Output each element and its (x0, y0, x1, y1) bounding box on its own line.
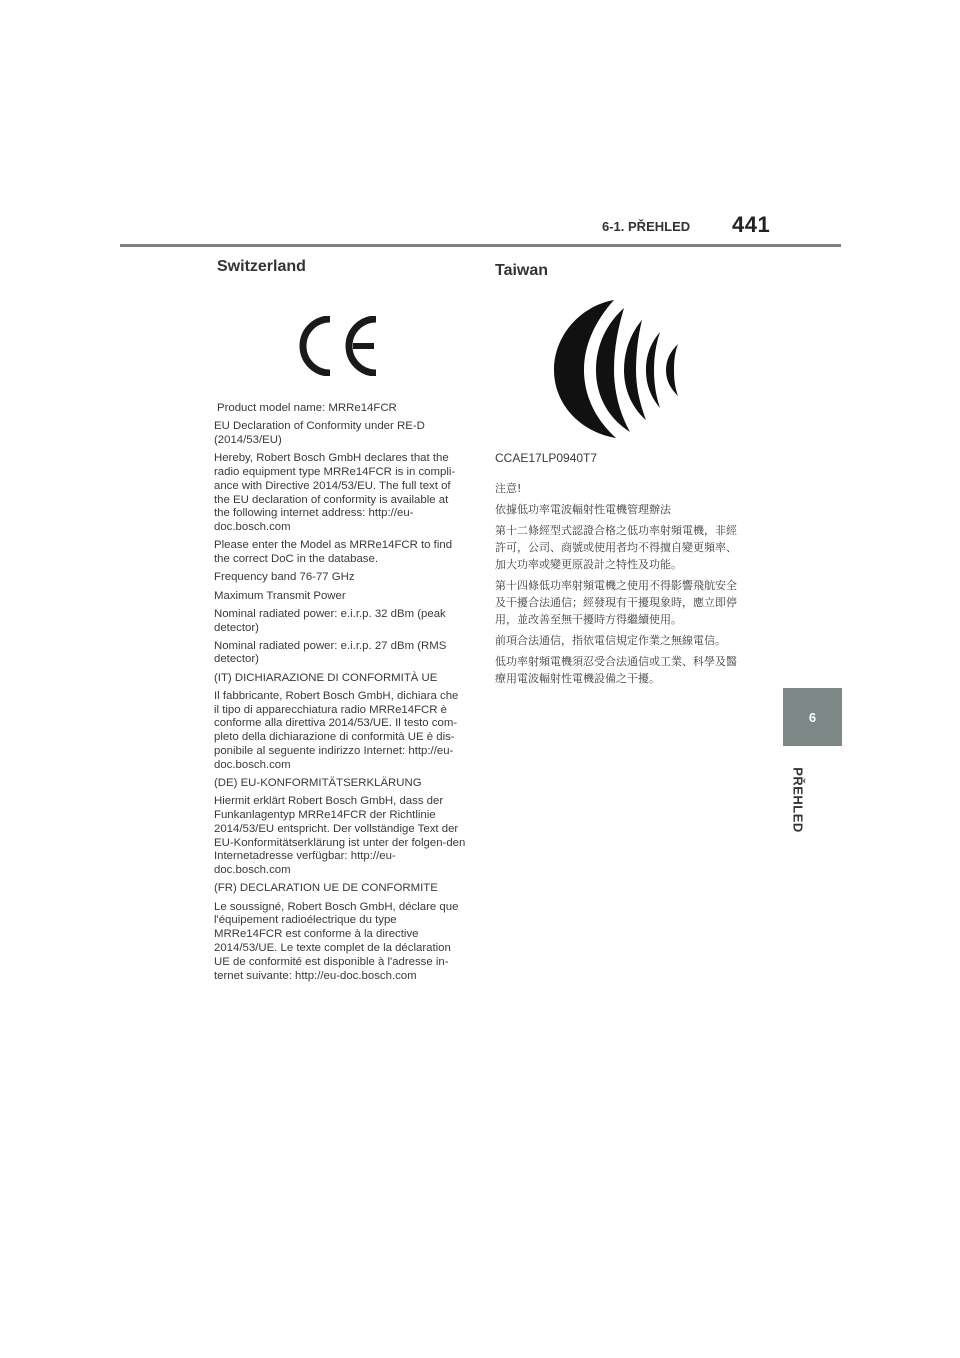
ncc-mark-icon (550, 298, 690, 440)
article-twelve: 第十二條經型式認證合格之低功率射頻電機，非經許可，公司、商號或使用者均不得擅自變更頻率、加大功率或變更原設計之特性及功能。 (495, 523, 737, 571)
radiated-power-rms: Nominal radiated power: e.i.r.p. 27 dBm (RMS detector) (214, 639, 447, 666)
eu-declaration-heading: EU Declaration of Conformity under RE-D (2014/53/EU) (214, 420, 425, 446)
taiwan-section (495, 262, 747, 691)
declaration-text-de: Hiermit erklärt Robert Bosch GmbH, dass der Funkanlagentyp MRRe14FCR der Richtlinie 2014/53/EU entspricht. Der vollständige Text der EU-Konformitätserklärung ist unter der folgen-den Internetadresse verfügbar: http://eu-doc.bosch.com (214, 795, 466, 877)
declaration-text-it: Il fabbricante, Robert Bosch GmbH, dichiara che il tipo di apparecchiatura radio MRRe14FCR è conforme alla direttiva 2014/53/UE. Il testo com-pleto della dichiarazione di conformità UE è dis-ponibile al seguente indirizzo Internet: http://eu-doc.bosch.com (214, 689, 459, 771)
declaration-heading-it: (IT) DICHIARAZIONE DI CONFORMITÀ UE (214, 671, 438, 684)
page-number: 441 (732, 212, 771, 237)
article-fourteen: 第十四條低功率射頻電機之使用不得影響飛航安全及干擾合法通信；經發現有干擾現象時，應立即停用，並改善至無干擾時方得繼續使用。 (495, 578, 737, 626)
max-transmit-power-heading: Maximum Transmit Power (214, 589, 346, 602)
declaration-text-en: Hereby, Robert Bosch GmbH declares that the radio equipment type MRRe14FCR is in compli-ance with Directive 2014/53/EU. The full text of the EU declaration of conformity is available at the following internet address: http://eu-doc.bosch.com (214, 452, 456, 534)
chapter-side-label-text: PŘEHLED (790, 767, 806, 833)
taiwan-title: Taiwan (495, 262, 549, 279)
product-model-name: Product model name: MRRe14FCR (217, 402, 397, 414)
section-heading: 6-1. PŘEHLED (602, 219, 691, 234)
chapter-tab (783, 688, 842, 746)
ncc-certification-code: CCAE17LP0940T7 (495, 451, 598, 465)
ce-mark-icon (296, 316, 378, 376)
radiated-power-peak: Nominal radiated power: e.i.r.p. 32 dBm (peak detector) (214, 607, 446, 634)
frequency-band: Frequency band 76-77 GHz (214, 571, 355, 584)
interference-tolerance: 低功率射頻電機須忍受合法通信或工業、科學及醫療用電波輻射性電機設備之干擾。 (495, 654, 737, 685)
header-divider (120, 244, 841, 247)
switzerland-title: Switzerland (217, 258, 306, 275)
chapter-number: 6 (808, 709, 817, 725)
switzerland-section (214, 258, 466, 988)
notice-heading: 注意! (495, 481, 522, 495)
model-lookup-note: Please enter the Model as MRRe14FCR to find the correct DoC in the database. (214, 539, 453, 566)
chapter-side-label (778, 760, 818, 840)
regulation-title: 依據低功率電波輻射性電機管理辦法 (495, 502, 671, 516)
declaration-heading-fr: (FR) DECLARATION UE DE CONFORMITE (214, 882, 438, 895)
declaration-heading-de: (DE) EU-KONFORMITÄTSERKLÄRUNG (214, 777, 422, 790)
legal-communication-definition: 前項合法通信，指依電信規定作業之無線電信。 (495, 633, 726, 647)
declaration-text-fr: Le soussigné, Robert Bosch GmbH, déclare que l'équipement radioélectrique du type MRRe14FCR est conforme à la directive 2014/53/UE. Le texte complet de la déclaration UE de conformité est disponible à l'adresse in-ternet suivante: http://eu-doc.bosch.com (214, 900, 459, 982)
